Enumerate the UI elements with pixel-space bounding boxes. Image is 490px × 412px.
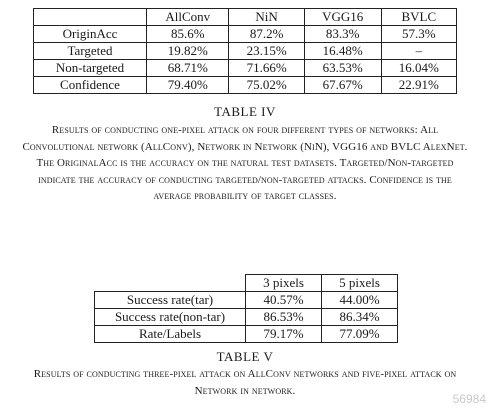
table-iv-caption-body: Results of conducting one-pixel attack on four different types of networks: All Convolutional network (AllConv), Network in Network (NiN), VGG16 and BVLC AlexNet. The OriginalAcc is the accuracy on the natural test datasets. Targeted/Non-targeted indicate the accuracy of conducting targeted/non-targeted attacks. Confidence is the average probability of target classes.: [22, 124, 468, 202]
table-v-row-label: Success rate(tar): [95, 292, 246, 309]
table-v-cell: 86.53%: [246, 309, 322, 326]
table-iv-cell: 63.53%: [304, 60, 381, 77]
table-iv-header-allconv: AllConv: [147, 9, 229, 26]
table-iv-cell: 19.82%: [147, 43, 229, 60]
table-row: [34, 60, 457, 77]
table-iv-cell: –: [381, 43, 456, 60]
table-iv-corner-cell: [34, 9, 147, 26]
table-v-cell: 40.57%: [246, 292, 322, 309]
table-iv-row-label: Non-targeted: [34, 60, 147, 77]
table-iv-cell: 22.91%: [381, 77, 456, 94]
table-row: [34, 26, 457, 43]
table-v-corner-cell: [95, 275, 246, 292]
table-iv-row-label: Targeted: [34, 43, 147, 60]
table-iv-header-nin: NiN: [229, 9, 304, 26]
table-row: [34, 77, 457, 94]
table-v-cell: 44.00%: [322, 292, 398, 309]
table-v-cell: 86.34%: [322, 309, 398, 326]
table-iv-cell: 85.6%: [147, 26, 229, 43]
table-iv-cell: 16.48%: [304, 43, 381, 60]
table-iv-cell: 83.3%: [304, 26, 381, 43]
table-iv-header-vgg16: VGG16: [304, 9, 381, 26]
table-v-cell: 77.09%: [322, 326, 398, 343]
table-iv-cell: 57.3%: [381, 26, 456, 43]
table-v-header-3-pixels: 3 pixels: [246, 275, 322, 292]
table-v-header-row: [95, 275, 398, 292]
table-v: [94, 274, 398, 343]
table-iv-cell: 23.15%: [229, 43, 304, 60]
table-row: [95, 326, 398, 343]
table-row: [95, 309, 398, 326]
table-v-caption-body: Results of conducting three-pixel attack on AllConv networks and five-pixel attack on Network in network.: [33, 368, 457, 397]
table-row: [95, 292, 398, 309]
table-v-row-label: Rate/Labels: [95, 326, 246, 343]
table-iv: [33, 8, 457, 94]
table-iv-cell: 67.67%: [304, 77, 381, 94]
table-v-row-label: Success rate(non-tar): [95, 309, 246, 326]
table-v-caption-title: TABLE V: [216, 349, 274, 364]
table-iv-row-label: OriginAcc: [34, 26, 147, 43]
table-iv-cell: 79.40%: [147, 77, 229, 94]
table-iv-header-bvlc: BVLC: [381, 9, 456, 26]
table-iv-header-row: [34, 9, 457, 26]
table-iv-cell: 87.2%: [229, 26, 304, 43]
table-iv-cell: 75.02%: [229, 77, 304, 94]
table-iv-cell: 68.71%: [147, 60, 229, 77]
table-iv-caption-title: TABLE IV: [214, 104, 276, 119]
watermark: 56984: [452, 392, 486, 406]
table-v-cell: 79.17%: [246, 326, 322, 343]
table-iv-cell: 16.04%: [381, 60, 456, 77]
table-iv-row-label: Confidence: [34, 77, 147, 94]
table-v-header-5-pixels: 5 pixels: [322, 275, 398, 292]
table-row: [34, 43, 457, 60]
table-iv-cell: 71.66%: [229, 60, 304, 77]
